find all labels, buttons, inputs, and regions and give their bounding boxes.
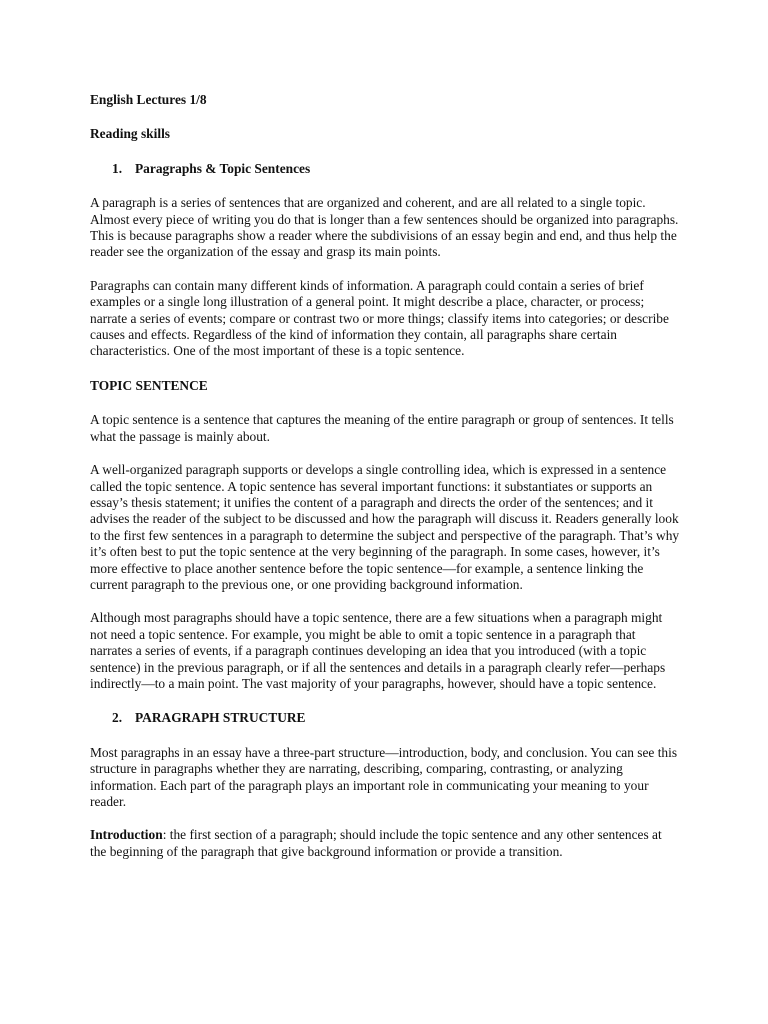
paragraph-introduction-definition <box>90 827 680 860</box>
heading-paragraphs-topic-sentences <box>90 161 680 177</box>
paragraph-three-part-structure: Most paragraphs in an essay have a three-part structure—introduction, body, and conclusion. You can see this structure in paragraphs whether they are narrating, describing, comparing, contrasting, or analyzing information. Each part of the paragraph plays an important role in communicating your meaning to your reader. <box>90 744 678 809</box>
heading-paragraph-structure <box>90 710 680 726</box>
heading-text: PARAGRAPH STRUCTURE <box>135 710 306 726</box>
document-title: English Lectures 1/8 <box>90 92 207 107</box>
paragraph-well-organized: A well-organized paragraph supports or develops a single controlling idea, which is expressed in a sentence called the topic sentence. A topic sentence has several important functions: it substantiates or supports an essay’s thesis statement; it unifies the content of a paragraph and directs the order of the sentences; and it advises the reader of the subject to be discussed and how the paragraph will discuss it. Readers generally look to the first few sentences in a paragraph to determine the subject and perspective of the paragraph. That’s why it’s often best to put the topic sentence at the very beginning of the paragraph. In some cases, however, it’s more effective to place another sentence before the topic sentence—for example, a sentence linking the current paragraph to the previous one, or one providing background information. <box>90 462 680 592</box>
heading-topic-sentence: TOPIC SENTENCE <box>90 377 208 393</box>
document-body <box>90 92 680 860</box>
heading-text: Paragraphs & Topic Sentences <box>135 160 311 176</box>
section-heading-reading-skills: Reading skills <box>90 126 170 142</box>
paragraph-definition: A paragraph is a series of sentences that are organized and coherent, and are all related to a single topic. Almost every piece of writing you do that is longer than a few sentences should be organized into paragraphs. This is because paragraphs show a reader where the subdivisions of an essay begin and end, and thus help the reader see the organization of the essay and grasp its main points. <box>90 195 679 260</box>
paragraph-topic-sentence-definition: A topic sentence is a sentence that captures the meaning of the entire paragraph or group of sentences. It tells what the passage is mainly about. <box>90 412 674 444</box>
paragraph-exceptions: Although most paragraphs should have a topic sentence, there are a few situations when a paragraph might not need a topic sentence. For example, you might be able to omit a topic sentence in a paragraph that narrates a series of events, if a paragraph continues developing an idea that you introduced (with a topic sentence) in the previous paragraph, or if all the sentences and details in a paragraph clearly refer—perhaps indirectly—to a main point. The vast majority of your paragraphs, however, should have a topic sentence. <box>90 610 666 691</box>
heading-number: 2. <box>112 710 123 726</box>
paragraph-kinds-of-information: Paragraphs can contain many different kinds of information. A paragraph could contain a series of brief examples or a single long illustration of a general point. It might describe a place, character, or process; narrate a series of events; compare or contrast two or more things; classify items into categories; or describe causes and effects. Regardless of the kind of information they contain, all paragraphs share certain characteristics. One of the most important of these is a topic sentence. <box>90 277 669 359</box>
introduction-text: : the first section of a paragraph; should include the topic sentence and any other sentences at the beginning of the paragraph that give background information or provide a transition. <box>90 827 662 859</box>
heading-number: 1. <box>112 160 123 176</box>
introduction-label: Introduction <box>90 827 163 843</box>
